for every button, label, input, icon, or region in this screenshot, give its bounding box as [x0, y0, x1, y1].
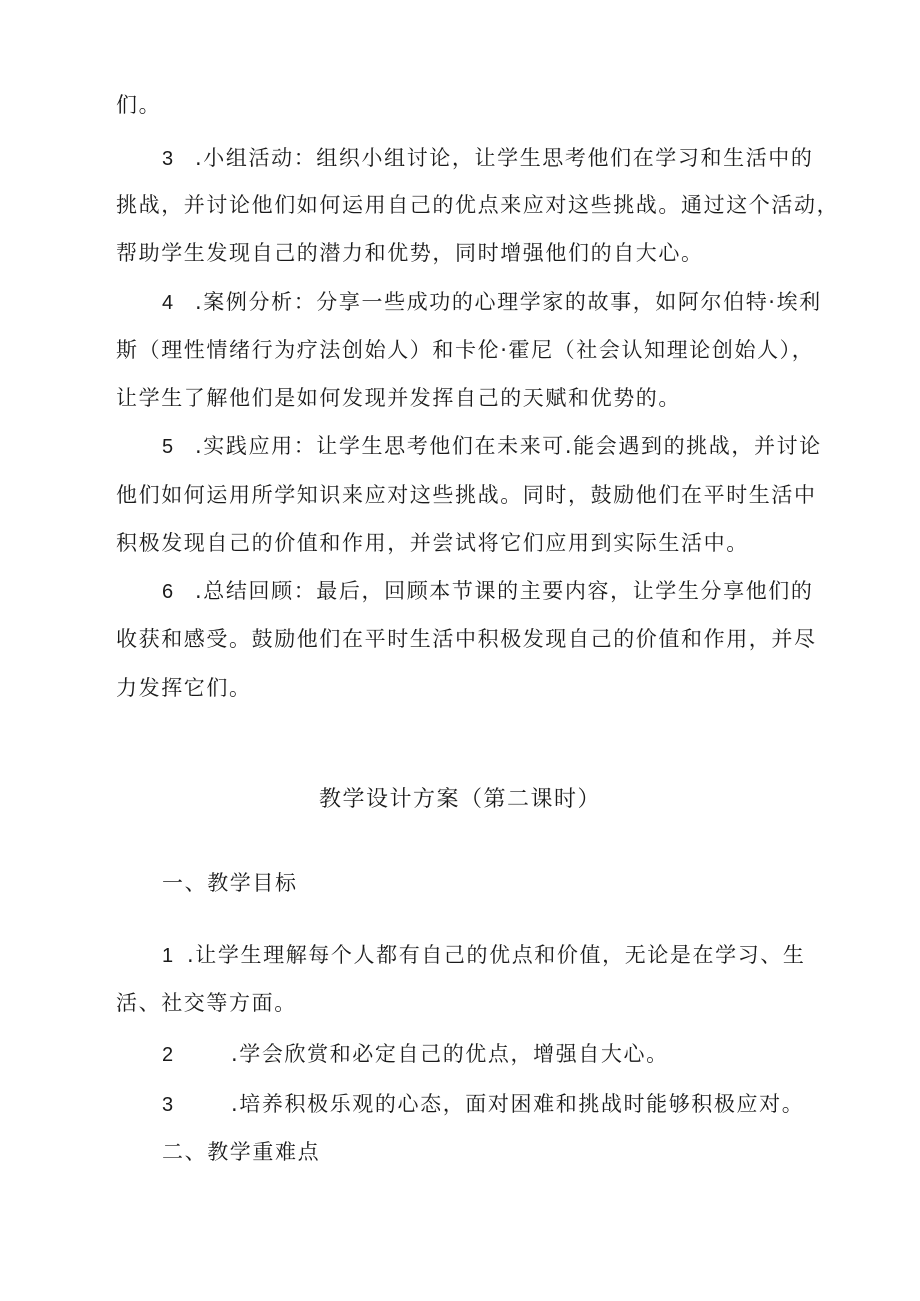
text-line: .培养积极乐观的心态，面对困难和挑战时能够积极应对。 — [231, 1092, 805, 1116]
text-line: 们。 — [116, 93, 162, 117]
text-line: .案例分析：分享一些成功的心理学家的故事，如阿尔伯特·埃利 — [195, 290, 822, 314]
text-line: 活、社交等方面。 — [116, 991, 297, 1015]
paragraph-continuation — [116, 90, 161, 120]
list-item-4-line-2 — [116, 335, 814, 365]
goal-3 — [162, 1089, 804, 1120]
list-item-6-line-3 — [116, 673, 252, 703]
heading-key-difficulties: 二、教学重难点 — [162, 1140, 321, 1164]
text-line: 斯（理性情绪行为疗法创始人）和卡伦·霍尼（社会认知理论创始人）， — [116, 338, 815, 362]
list-item-5-line-2 — [116, 480, 817, 510]
list-item-6-line-1 — [162, 576, 814, 607]
text-line: .小组活动：组织小组讨论，让学生思考他们在学习和生活中的 — [195, 146, 814, 170]
text-line: 积极发现自己的价值和作用，并尝试将它们应用到实际生活中。 — [116, 531, 749, 555]
list-item-3-line-3 — [116, 238, 704, 268]
list-item-6-line-2 — [116, 624, 817, 654]
text-line: .实践应用：让学生思考他们在未来可.能会遇到的挑战，并讨论 — [195, 434, 822, 458]
list-item-5-line-1 — [162, 431, 822, 462]
text-line: 让学生了解他们是如何发现并发挥自己的天赋和优势的。 — [116, 386, 681, 410]
heading-teaching-goals: 一、教学目标 — [162, 871, 298, 895]
goal-2 — [162, 1039, 669, 1070]
text-line: .总结回顾：最后，回顾本节课的主要内容，让学生分享他们的 — [195, 579, 814, 603]
text-line: .让学生理解每个人都有自己的优点和价值，无论是在学习、生 — [187, 943, 806, 967]
text-line: 帮助学生发现自己的潜力和优势，同时增强他们的自大心。 — [116, 241, 704, 265]
list-number: 3 — [162, 148, 175, 170]
list-item-4-line-1 — [162, 287, 822, 318]
list-item-3-line-1 — [162, 143, 814, 174]
text-line: 他们如何运用所学知识来应对这些挑战。同时，鼓励他们在平时生活中 — [116, 483, 817, 507]
text-line: .学会欣赏和必定自己的优点，增强自大心。 — [231, 1042, 669, 1066]
list-item-3-line-2 — [116, 190, 839, 220]
list-item-5-line-3 — [116, 528, 749, 558]
text-line: 力发挥它们。 — [116, 676, 252, 700]
text-line: 收获和感受。鼓励他们在平时生活中积极发现自己的价值和作用，并尽 — [116, 627, 817, 651]
goal-1-line-2 — [116, 988, 297, 1018]
text-line: 挑战，并讨论他们如何运用自己的优点来应对这些挑战。通过这个活动， — [116, 193, 840, 217]
list-number: 6 — [162, 581, 175, 603]
list-number: 1 — [162, 945, 175, 967]
list-number: 2 — [162, 1044, 175, 1066]
goal-1-line-1 — [162, 940, 806, 971]
list-number: 4 — [162, 292, 175, 314]
list-item-4-line-3 — [116, 383, 681, 413]
section-title: 教学设计方案（第二课时） — [318, 787, 601, 812]
list-number: 3 — [162, 1094, 175, 1116]
list-number: 5 — [162, 436, 175, 458]
